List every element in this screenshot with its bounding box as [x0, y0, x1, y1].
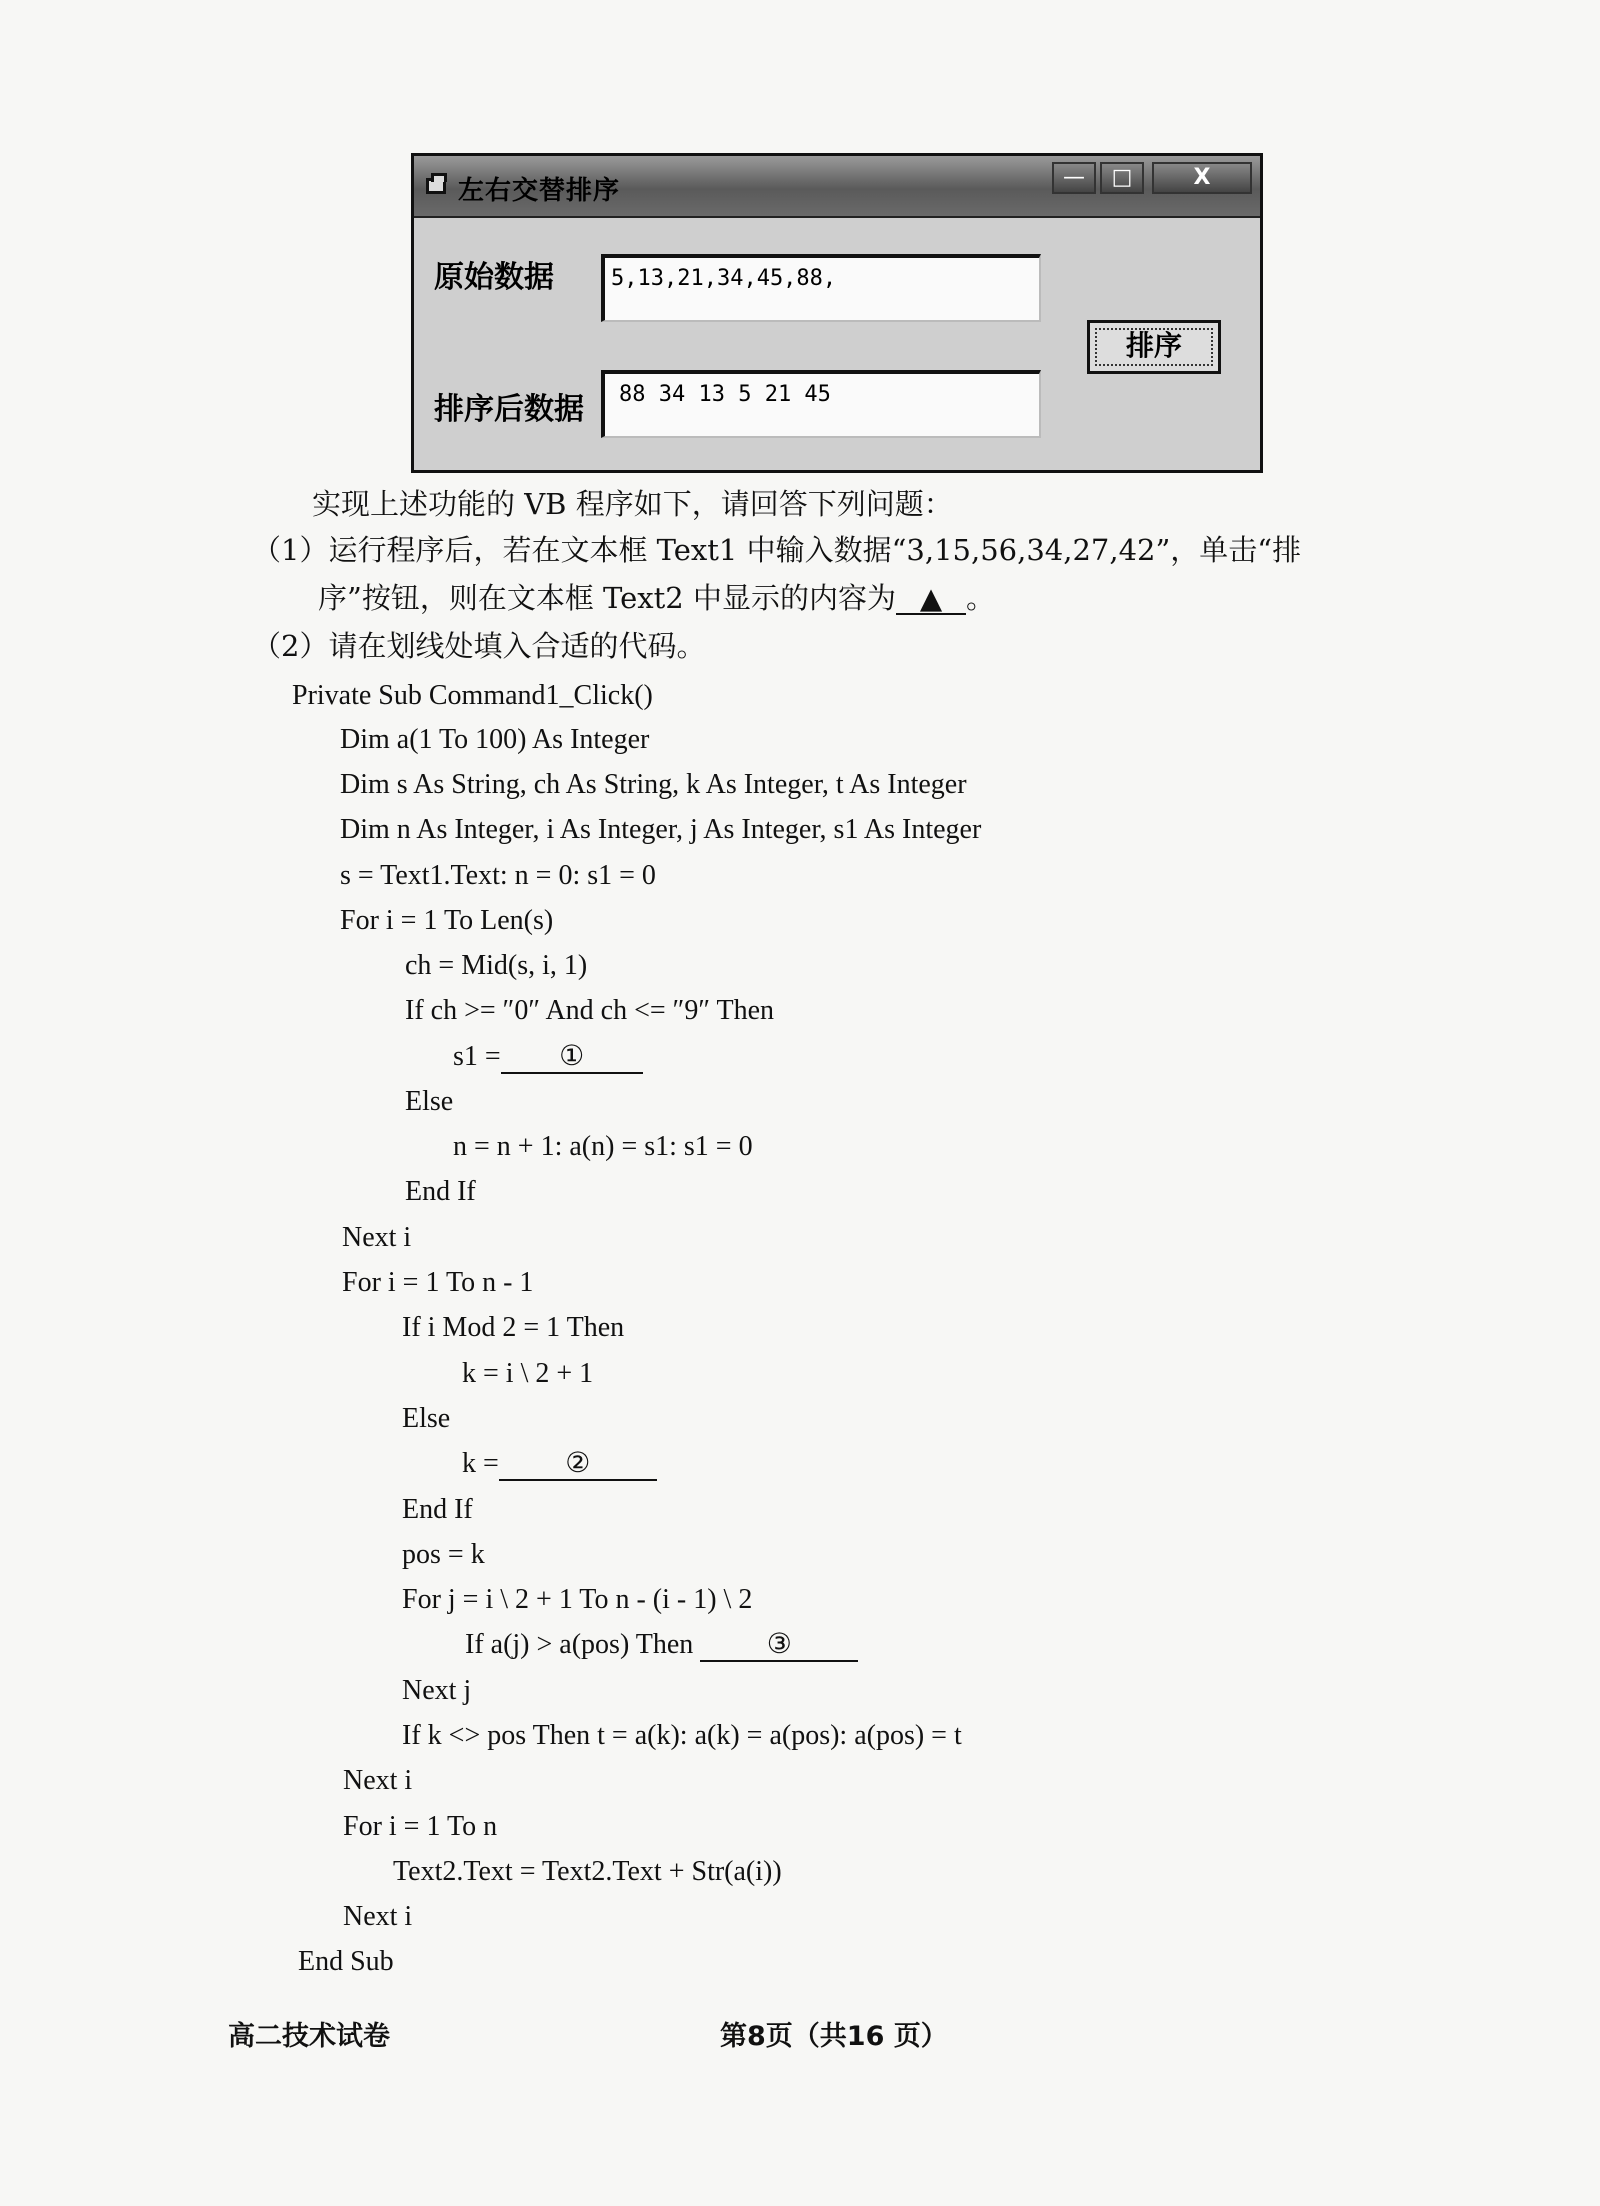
label-original-data: 原始数据	[434, 260, 554, 295]
code-line: Dim a(1 To 100) As Integer	[340, 724, 650, 755]
code-line: Dim n As Integer, i As Integer, j As Integer, s1 As Integer	[340, 814, 982, 845]
code-line: Private Sub Command1_Click()	[292, 680, 653, 711]
text2-output[interactable]: 88 34 13 5 21 45	[601, 370, 1041, 438]
code-line: Next i	[343, 1901, 413, 1932]
code-text: s1 =	[453, 1041, 501, 1072]
code-line: For i = 1 To n - 1	[342, 1267, 534, 1298]
question-1-line-1: （1）运行程序后，若在文本框 Text1 中输入数据“3,15,56,34,27,42”，单击“排	[252, 533, 1302, 567]
code-line: End If	[402, 1494, 473, 1525]
code-line: For j = i \ 2 + 1 To n - (i - 1) \ 2	[402, 1584, 753, 1615]
code-line: End If	[405, 1176, 476, 1207]
code-line	[465, 1627, 858, 1663]
code-line: For i = 1 To n	[343, 1811, 498, 1842]
label-sorted-data: 排序后数据	[434, 392, 584, 427]
code-line: End Sub	[298, 1946, 394, 1977]
window-title: 左右交替排序	[458, 176, 621, 206]
maximize-button[interactable]: □	[1100, 162, 1144, 194]
question-1-text: 序”按钮，则在文本框 Text2 中显示的内容为	[318, 581, 896, 615]
code-line: If k <> pos Then t = a(k): a(k) = a(pos): a(pos) = t	[402, 1720, 962, 1751]
code-line: For i = 1 To Len(s)	[340, 905, 554, 936]
close-button[interactable]: X	[1152, 162, 1252, 194]
minimize-button[interactable]: —	[1052, 162, 1096, 194]
code-line: Else	[405, 1086, 454, 1117]
question-1-line-2	[318, 580, 995, 616]
question-intro: 实现上述功能的 VB 程序如下，请回答下列问题：	[312, 487, 953, 521]
answer-blank-1: ①	[501, 1042, 643, 1074]
answer-blank-triangle: ▲	[896, 583, 966, 615]
code-line: Dim s As String, ch As String, k As Integer, t As Integer	[340, 769, 967, 800]
footer-exam-title: 高二技术试卷	[228, 2021, 390, 2052]
code-line: Next i	[342, 1222, 412, 1253]
code-line: If ch >= ″0″ And ch <= ″9″ Then	[405, 995, 775, 1026]
question-1-period: 。	[965, 581, 995, 615]
title-bar	[414, 156, 1260, 218]
vb-form-window	[411, 153, 1263, 473]
code-line: Next j	[402, 1675, 472, 1706]
footer-page-number: 第8页（共16 页）	[720, 2021, 948, 2052]
code-line: If i Mod 2 = 1 Then	[402, 1312, 625, 1343]
code-line: Text2.Text = Text2.Text + Str(a(i))	[393, 1856, 782, 1887]
code-line: n = n + 1: a(n) = s1: s1 = 0	[453, 1131, 753, 1162]
code-line: Else	[402, 1403, 451, 1434]
code-line: pos = k	[402, 1539, 485, 1570]
code-text: k =	[462, 1448, 499, 1479]
code-line	[453, 1039, 643, 1075]
answer-blank-2: ②	[499, 1449, 657, 1481]
code-line: ch = Mid(s, i, 1)	[405, 950, 588, 981]
code-line: s = Text1.Text: n = 0: s1 = 0	[340, 860, 656, 891]
code-line: Next i	[343, 1765, 413, 1796]
sort-button[interactable]: 排序	[1087, 320, 1221, 374]
code-line	[462, 1446, 657, 1482]
question-2: （2）请在划线处填入合适的代码。	[252, 629, 706, 663]
text1-input[interactable]: 5,13,21,34,45,88,	[601, 254, 1041, 322]
form-icon	[426, 178, 446, 194]
code-text: If a(j) > a(pos) Then	[465, 1629, 701, 1660]
code-line: k = i \ 2 + 1	[462, 1358, 594, 1389]
answer-blank-3: ③	[700, 1630, 858, 1662]
